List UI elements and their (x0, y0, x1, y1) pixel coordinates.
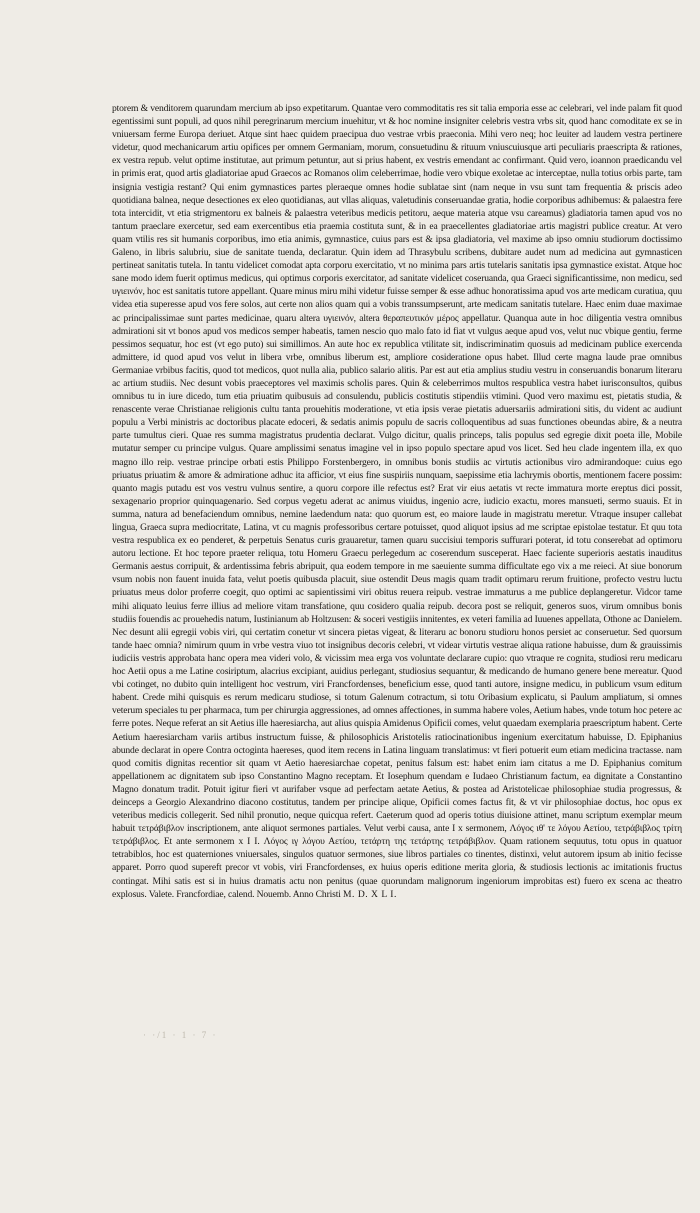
faint-margin-mark: · ·/1 · 1 · 7 · (143, 1030, 218, 1040)
body-paragraph (112, 102, 682, 901)
paragraph-text: ptorem & venditorem quarundam mercium ab ipso expetitarum. Quantae vero commoditatis res sit talia emporia esse ac celebrari, vel inde palam fit quod egentissimi sunt populi, ad quos nihil peregrinarum mercium inuehitur, vt & hoc nomine insigniter celebris vestra vrbs sit, quod hanc comoditate ex se in vniuersam ferme Europa deriuet. Atque sint haec quidem praecipua duo vestrae vrbis praeconia. Mihi vero neq; hoc leuiter ad laudem vestra pertinere videtur, quod mechanicarum artiu opifices per omnem Germaniam, morum, consuetudinu & rituum vniuscuiusque arti peculiaris praescripta & rationes, ex vestra repub. velut optime institutae, aut primum petuntur, aut si prius habent, ex vestris emendant ac confirmant. Quid vero, ioannon praedicandu vel in primis erat, quod artis gladiatoriae apud Graecos ac Romanos olim celeberrimae, hodie vero vbique exoletae ac interceptae, nulla totius orbis parte, tam insignia vestigia restant? Qui enim gymnastices partes pleraeque omnes hodie sublatae sint (nam neque in vsu sunt tam frequentia & priscis adeo quotidiana balnea, neque desectiones ex eleo quotidianas, aut vllas aliquas, valetudinis conseruandae gratia, hodie corporibus adhibemus: & palaestra fere tota intercidit, vt etia strigmentoru ex balneis & palaestra veteribus medicis petitoru, aeque materia atque vsu careamus) gladiatoria tamen apud vos no tantum praeclare exercetur, sed eam exercentibus etia praemia costituta sunt, & in ea praecellentes gladiatoriae artis magistri publice creatur. At vero quam vtilis res sit humanis corporibus, imo etia animis, gymnastice, cuius pars est & ipsa gladiatoria, vel maxime ab ipso omniu studiorum doctissimo Galeno, in libris salubriu, siue de sanitate tuenda, declaratur. Quin idem ad Thrasybulu scribens, dubitare audet num ad medicina aut gymnasticen pertineat sanitatis tutela. In tantu videlicet comodat apta corporu exercitatio, vt no minima pars artis tutelaris sanitatis ipsa gymnastice existat. Atque hoc sane modo idem fuerit optimus medicus, qui optimus corporis exercitator, ad sanitate videlicet coseruanda, qua Graeci significantissime, non medicu, sed υγιεινόν, hoc est sanitatis tutore appellant. Quare minus miru mihi videtur fuisse semper & esse adhuc honoratissima apud vos arte medicam curatiua, quu videa etia superesse apud vos fere solos, aut certe non alios quam qui a vobis transsumpserunt, arte medicam sanitatis tutelare. Haec enim duae maximae ac principalissimae sunt partes medicinae, quaru altera υγιεινόν, altera θεραπευτικόν μέρος appellatur. Quanqua aute in hoc diligentia vestra omnibus admirationi sit vt bonos apud vos medicos semper habeatis, tamen nescio quo malo fato id fiat vt vulgus aeque apud vos, velut nuc vbique gentiu, ferme pessimos sequatur, hoc est (vt ego puto) sui simillimos. An aute hoc ex republica vtilitate sit, indiscriminatim quosuis ad medicinam publice exercenda admittere, id quod apud vos velut in libera vrbe, omnibus liberum est, ampliore cosideratione opus habet. Illud certe magna laude prae omnibus Germaniae vrbibus facitis, quod tot medicos, quot nulla alia, publico salario alitis. Par est aut etia amplius studiu vestru in conseruandis bonarum literaru ac artium studiis. Nec desunt vobis praeceptores vel maximis scholis pares. Quin & celeberrimos multos respublica vestra habet iurisconsultos, quibus omnibus tu in iure dicedo, tum etia priuatim quibusuis ad consulendu, publicis costitutis stipendiis vtimini. Quod vero maximu est, pietatis studia, & renascente verae Christianae religionis cultu tanta prouehitis moderatione, vt etia ipsis verae pietatis aduersariis admirationi sitis, du vident ac audiunt populu a Verbi ministris ac doctoribus placate edoceri, & sedatis animis populu de sacris colloquentibus ad suas functiones obeundas abire, & a neutra parte tumultus cieri. Quae res summa magistratus prudentia declarat. Vulgo dicitur, qualis princeps, talis populus sed egregie dixit poeta ille, Mobile mutatur semper cu principe vulgus. Quare amplissimi senatus imagine vel in ipso populo spectare apud vos licet. Sed heu clade ingentem illa, ex quo magno illo reip. vestrae principe orbati estis Philippo Forstenbergero, in omnibus bonis studiis ac virtutis actionibus viro admirandoque: cuius ego priuatus priuatim & amore & admiratione adhuc ita afficior, vt eius fine suspiriis nunquam, saepissime etia lachrymis obortis, mentionem facere possim: quanto magis putadu est vos vestru vulnus sentire, a quoru corpore ille refectus est? Erat vir eius aetatis vt recte immatura morte ereptus dici possit, sexagenario proprior quinquagenario. Sed corpus vegetu aderat ac animus viuidus, ingenio acre, iudicio exactu, mores mansueti, sermo suauis. Et in summa, natura ad benefaciendum omnibus, nemine laedendum nata: quo quorum est, eo maiore laude in magistratu meretur. Vtraque insuper callebat lingua, Graeca supra mediocritate, Latina, vt cu magnis professoribus certare potuisset, quod aliquot ipsius ad me scriptae epistolae testatur. Et quu tota vestra respublica ex eo penderet, & perpetuis Senatus curis grauaretur, tamen quaru succisiui temporis suffurari poterat, id totu conserebat ad optimoru autoru lectione. Et hoc tepore praeter reliqua, totu Homeru Graecu perlegedum ac coserendum susceperat. Haec faciente superioris aestatis inauditus Germanis aestus corripuit, & ardentissima febris abripuit, qua eodem tempore in me saeuiente summa difficultate ego vix a me reieci. At siue bonorum vsum nobis non fauent inuida fata, velut poetis quibusda placuit, siue ostendit Deus magis quam tradit optimaru rerum fruitione, profecto vestru luctu priuatus meus dolor proferre coegit, quo optimi ac sapientissimi viri obitus reuera reipub. vestrae immaturus a me publice deplangeretur. Vidcor tame mihi aliquato leuius ferre illius ad meliore vitam transfatione, quu cosidero qualia reipub. decora post se reliquit, generos suos, virum omnibus bonis studiis fouendis ac prouehedis natum, Iustinianum ab Holtzusen: & soceri vestigiis innitentes, ex veteri familia ad Iuuenes appellata, Othone ac Danielem. Nec desunt alii egregii vobis viri, qui certatim conetur vt sincera pietas vigeat, & literaru ac bonoru studioru honos persiet ac conseruetur. Sed quorsum tande haec omnia? nimirum quum in vrbe vestra viuo tot insignibus decoris celebri, vt videar virtutis vestrae aliqua ratione habuisse, dum & grauissimis iudiciis vestris approbata hanc opera mea videri volo, & vicissim mea erga vos voluntate declarare cupio: quo vtraque re cognita, studiosi reru medicaru hoc Aetii opus a me Latine cosiriptum, alacrius excipiant, auidius perlegant, studiosius sequantur, & medicando de humano genere bene mereatur. Quod vbi cotinget, no dubito quin intelligent hoc vestrum, viri Francfordenses, beneficium esse, quod tanti autore, insigne medicu, in publicum vsum editum habent. Crede mihi quisquis es rerum medicaru studiose, si totum Galenum cotractum, si totu Oribasium explicatu, si Paulum ampliatum, si omnes veterum speciales tu per pharmaca, tum per chirurgia aggressiones, ad omnes affectiones, in summa habere voles, Aetium habes, vnde totum hoc petere ac ferre potes. Neque referat an sit Aetius ille haeresiarcha, aut alius quispia Amidenus Opificii comes, velut quaedam exemplaria praescriptum habent. Certe Aetium haeresiarcham variis artibus instructum fuisse, & philosophicis Aristotelis ratiocinationibus ingenium exercitatum habuisse, D. Epiphanius abunde declarat in opere Contra octoginta haereses, quod item recens in Latina linguam translatimus: vt fieri potuerit eum etiam medicina tractasse. nam quod comitis dignitas recentior sit quam vt Aetio haeresiarchae copetat, penitus falsum est: habet enim iam citatus a me D. Epiphanius comitum appellationem ac dignitatem sub ipso Constantino Magno receptam. Et Iosephum quendam e Iudaeo Christianum factum, ea dignitate a Constantino Magno donatum tradit. Potuit igitur fieri vt aurifaber vsque ad perfectam aetate Aetius, & postea ad Aristotelicae philosophiae studia progressus, & deinceps a Georgio Alexandrino diacono costitutus, tandem per principe alique, Opificii comes factus fit, & vt vir philosophiae doctus, hoc opus ex veteribus medicis collegerit. Sed nihil pronutio, neque quicqua refert. Caeterum quod ad operis totius diuisione attinet, manu scriptum exemplar meum habuit τετράβιβλον inscriptionem, ante aliquot sermones partiales. Velut verbi causa, ante I x sermonem, Λόγος ιθ' τε λόγου Αετίου, τετράβιβλος τρίτη τετράβιβλος. Et ante sermonem x I I. Λόγος ιγ λόγου Αετίου, τετάρτη της τετάρτης τετράβιβλον. Quam rationem sequutus, totu opus in quatuor tetrabiblos, hoc est quaterniones vniuersales, singulos quatuor sermones, siue libros partiales co tinentes, distinxi, velut autorem ipsum ab initio fecisse apparet. Porro quod supereft precor vt vobis, viri Francfordenses, ex huius operis editione merita gloria, & studiosis lectionis ac imitationis fructus contingat. Mihi satis est si in huius dramatis actu non penitus (quae quorundam malignorum ingeniorum improbitas est) fuero ex scena ac theatro explosus. Valete. Francfordiae, calend. Nouemb. Anno Christi (112, 103, 682, 900)
latin-dedication-text (112, 102, 682, 1022)
date-line: M. D. X L I. (343, 888, 397, 900)
